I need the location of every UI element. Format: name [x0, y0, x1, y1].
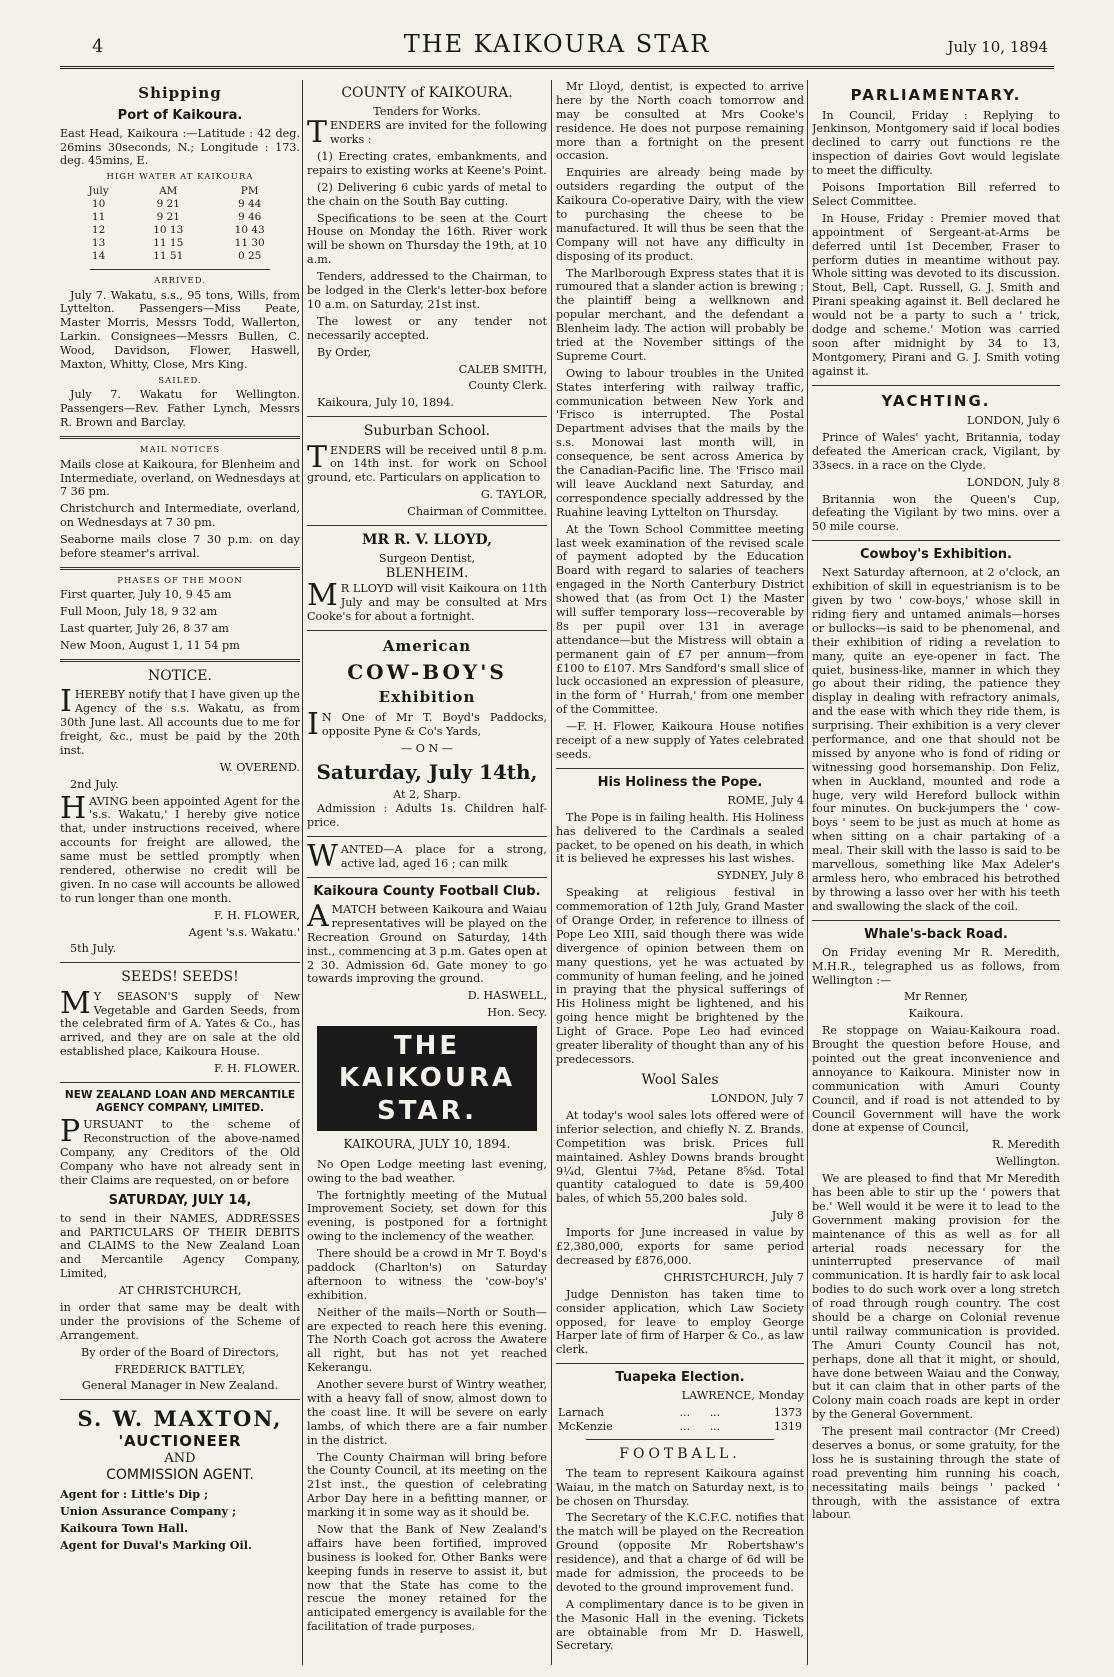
maxton-line: COMMISSION AGENT.	[106, 1467, 254, 1484]
wool-text: At today's wool sales lots offered were of inferior selection, and chiefly N. Z. Brands. Competition was brisk. Prices full maintained. Ashley Downs brands brought 9¼d, Glentui 7⅜d, Petane 8⅝d. Total quantity catalogued to date is 59,400 bales, of which 55,200 bales sold.	[556, 1109, 804, 1206]
section-rule	[307, 630, 547, 631]
tide-header: July	[88, 184, 109, 197]
wool-dateline: CHRISTCHURCH, July 7	[663, 1270, 804, 1284]
news-paragraph: The fortnightly meeting of the Mutual Improvement Society, set down for this evening, is postponed for a fortnight owing to the inclemency of the weather.	[307, 1188, 547, 1244]
seeds-signature: F. H. FLOWER.	[213, 1062, 300, 1076]
cowboy-ad-admission: Admission : Adults 1s. Children half-price.	[307, 802, 547, 830]
candidate-name: Larnach	[558, 1406, 605, 1420]
seeds-text: MY SEASON'S supply of New Vegetable and Garden Seeds, from the celebrated firm of A. Yates & Co., has arrived, and they are on sale at the old established place, Kaikoura House.	[60, 985, 300, 1059]
wool-dateline: LONDON, July 7	[711, 1092, 804, 1106]
leader: ...	[709, 1406, 721, 1420]
yachting-heading: YACHTING.	[881, 391, 991, 410]
arrived-heading: ARRIVED.	[154, 276, 206, 286]
tide-header: PM	[240, 184, 259, 197]
nzloan-heading: NEW ZEALAND LOAN AND MERCANTILE AGENCY COMPANY, LIMITED.	[64, 1089, 296, 1115]
tide-row	[70, 250, 291, 263]
news-paragraph: There should be a crowd in Mr T. Boyd's paddock (Charlton's) on Saturday afternoon to witness the 'cow-boy's' exhibition.	[307, 1247, 547, 1302]
news-paragraph: Mr Lloyd, dentist, is expected to arrive here by the North coach tomorrow and may be consulted at Mrs Cooke's residence. He does not purpose remaining more than a fortnight on the present occasion.	[556, 80, 804, 163]
county-subheading: Tenders for Works.	[373, 105, 481, 119]
maxton-item: Agent for Duval's Marking Oil.	[60, 1538, 252, 1553]
maxton-name: S. W. MAXTON,	[77, 1406, 283, 1432]
notice-date: 2nd July.	[70, 777, 119, 791]
section-rule	[812, 540, 1060, 541]
nzloan-place: AT CHRISTCHURCH,	[118, 1284, 242, 1298]
football-heading: FOOTBALL.	[619, 1446, 741, 1463]
page-number: 4	[92, 36, 104, 57]
section-rule	[307, 877, 547, 878]
whale-signature: R. Meredith	[991, 1138, 1060, 1152]
pope-text: Speaking at religious festival in commemoration of 12th July, Grand Master of Orange Order, in reference to illness of Pope Leo XIII, said though there was wide divergence of opinion between them on many questions, yet he was actuated by community of human feeling, and he joined in praying that the physical sufferings of His Holiness might be lightened, and his going hence might be brightened by the Light of Grace. Pope Leo had evinced greater liberality of thought than any of his predecessors.	[556, 886, 804, 1066]
county-heading: COUNTY of KAIKOURA.	[341, 85, 513, 101]
tide-header: AM	[159, 184, 178, 197]
masthead-rule	[60, 66, 1054, 69]
section-rule	[812, 920, 1060, 921]
lloyd-text: MR LLOYD will visit Kaikoura on 11th July and may be consulted at Mrs Cooke's for about a fortnight.	[307, 578, 547, 624]
tuapeka-heading: Tuapeka Election.	[615, 1370, 745, 1386]
column-3	[556, 80, 804, 1665]
news-paragraph: Owing to labour troubles in the United States interfering with railway traffic, communication between New York and 'Frisco is interrupted. The Postal Department advises that the mails by the s.s. Monowai last month will, in consequence, be sent across America by the Canadian-Pacific line. The 'Frisco mail will leave Auckland next Saturday, and correspondence specially addressed by the Ruahine leaving Lyttelton on Thursday.	[556, 366, 804, 519]
tide-cell: 10 43	[234, 223, 265, 236]
tide-cell: 10 13	[153, 223, 184, 236]
notice-text: IHEREBY notify that I have given up the Agency of the s.s. Wakatu, as from 30th June last. All accounts due to me for freight, &c., must be paid by the 20th inst.	[60, 684, 300, 757]
school-role: Chairman of Committee.	[407, 505, 547, 519]
county-item: (1) Erecting crates, embankments, and repairs to existing works at Keene's Point.	[307, 150, 547, 177]
cowboy-ad-on: — O N —	[400, 741, 453, 755]
section-rule	[60, 659, 300, 662]
section-rule	[60, 1082, 300, 1083]
port-heading: Port of Kaikoura.	[117, 107, 243, 123]
maxton-line: AND	[164, 1450, 196, 1466]
pope-dateline: ROME, July 4	[727, 793, 804, 807]
candidate-votes: 1373	[774, 1406, 802, 1420]
column-2	[307, 80, 547, 1665]
column-4	[812, 80, 1060, 1665]
tide-cell: 9 21	[156, 210, 180, 223]
notice-signature-role: Agent 's.s. Wakatu.'	[188, 925, 300, 939]
yachting-text: Britannia won the Queen's Cup, defeating the Vigilant by two mins. over a 50 mile course.	[812, 492, 1060, 534]
issue-date: July 10, 1894	[947, 38, 1048, 56]
wanted-text: WANTED—A place for a strong, active lad, aged 16 ; can milk	[307, 839, 547, 875]
mail-heading: MAIL NOTICES	[139, 445, 221, 456]
parliamentary-text: Poisons Importation Bill referred to Select Committee.	[812, 181, 1060, 208]
county-date: Kaikoura, July 10, 1894.	[317, 396, 454, 410]
county-item: (2) Delivering 6 cubic yards of metal to the chain on the South Bay cutting.	[307, 180, 547, 208]
wool-heading: Wool Sales	[641, 1071, 719, 1088]
pope-text: The Pope is in failing health. His Holiness has delivered to the Cardinals a sealed packet, to be opened on his death, in which it is believed he expresses his last wishes.	[556, 810, 804, 866]
maxton-line: 'AUCTIONEER	[118, 1432, 242, 1451]
whale-text: The present mail contractor (Mr Creed) deserves a bonus, or some gratuity, for the loss he is sustaining through the state of road preventing him running his coach, necessitating mails beings ' packed ' through, with the assistance of extra labour.	[812, 1425, 1060, 1522]
arrived-text: July 7. Wakatu, s.s., 95 tons, Wills, from Lyttelton. Passengers—Miss Peate, Master Morris, Messrs Todd, Wallerton, Larkin. Consignees—Messrs Bullen, C. Wood, Davidson, Flower, Haswell, Maxton, Whitty, Close, Mrs King.	[60, 288, 300, 371]
whale-recipient: Mr Renner,	[903, 990, 969, 1004]
county-text: Tenders, addressed to the Chairman, to be lodged in the Clerk's letter-box before 10 a.m. on Saturday, 21st inst.	[307, 270, 547, 311]
news-paragraph: The Marlborough Express states that it is rumoured that a slander action is brewing ; the plaintiff being a wellknown and popular merchant, and the defendant a Blenheim lady. The action will probably be tried at the November sittings of the Supreme Court.	[556, 266, 804, 363]
section-rule	[60, 1399, 300, 1400]
section-rule	[60, 962, 300, 963]
tide-row	[70, 198, 291, 211]
nzloan-text: PURSUANT to the scheme of Reconstruction of the above-named Company, any Creditors of the Old Company who have not already sent in their Claims are requested, on or before	[60, 1114, 300, 1187]
wool-text: Imports for June increased in value by £2,380,000, exports for same period decreased by £876,000.	[556, 1226, 804, 1267]
sailed-text: July 7. Wakatu for Wellington. Passengers—Rev. Father Lynch, Messrs R. Brown and Barclay.	[60, 388, 300, 430]
pope-dateline: SYDNEY, July 8	[716, 869, 804, 883]
tide-cell: 11 15	[153, 236, 184, 249]
cowboy-ad-line: American	[382, 637, 472, 656]
notice-signature: F. H. FLOWER,	[213, 908, 300, 922]
news-paragraph: The County Chairman will bring before the County Council, at its meeting on the 21st inst., the question of celebrating Arbor Day here in a befitting manner, or marking it in some way as it should be.	[307, 1450, 547, 1520]
mail-item: Seaborne mails close 7 30 p.m. on day before steamer's arrival.	[60, 533, 300, 560]
tide-cell: 11 51	[153, 249, 184, 262]
notice-heading: NOTICE.	[148, 667, 212, 684]
county-signature: CALEB SMITH,	[458, 362, 547, 376]
leader: ...	[679, 1419, 691, 1433]
news-paragraph: Enquiries are already being made by outsiders regarding the output of the Kaikoura Co-operative Dairy, with the view to purchasing the cheese to be manufactured. It will thus be seen that the Company will not have any difficulty in disposing of its product.	[556, 166, 804, 263]
maxton-item: Union Assurance Company ;	[60, 1504, 237, 1519]
football-club-role: Hon. Secy.	[487, 1006, 547, 1020]
moon-heading: PHASES OF THE MOON	[117, 575, 243, 586]
lloyd-heading: MR R. V. LLOYD,	[362, 531, 492, 548]
tide-cell: 14	[91, 249, 106, 262]
pope-heading: His Holiness the Pope.	[597, 774, 763, 790]
editorial-banner: THE KAIKOURA STAR.	[317, 1026, 537, 1131]
nzloan-date: SATURDAY, JULY 14,	[108, 1192, 252, 1208]
nzloan-text: in order that same may be dealt with under the provisions of the Scheme of Arrangement.	[60, 1300, 300, 1342]
tide-cell: 11 30	[234, 236, 265, 249]
divider	[586, 1439, 774, 1440]
cowboy-ad-date: Saturday, July 14th,	[316, 759, 538, 784]
leader: ...	[679, 1406, 691, 1420]
football-text: The team to represent Kaikoura against Waiau, in the match on Saturday next, is to be chosen on Thursday.	[556, 1466, 804, 1508]
section-rule	[556, 1363, 804, 1364]
maxton-item: Kaikoura Town Hall.	[60, 1521, 188, 1536]
leader: ...	[709, 1419, 721, 1433]
election-row	[556, 1406, 804, 1420]
column-rule	[807, 80, 808, 1665]
tide-cell: 12	[91, 223, 106, 236]
section-rule	[556, 768, 804, 769]
whale-text: We are pleased to find that Mr Meredith has been able to stir up the ' powers that be.' Well would it be were it to lead to the Government making provision for the maintenance of this as well as for all arterial roads necessary for the uninterrupted preservance of mail communication. It is hardly fair to ask local bodies to do such work over a long stretch of road through rough country. The cost should be a charge on Colonial revenue until railway communication is provided. The Amuri County Council has not, perhaps, done all that it might, or should, have done between Waiau and the Conway, but it can claim that in other parts of the Colony main coach roads are kept in order by the General Government.	[812, 1172, 1060, 1422]
cowboy-ad-time: At 2, Sharp.	[393, 788, 461, 802]
football-club-heading: Kaikoura County Football Club.	[313, 883, 541, 899]
mail-item: Mails close at Kaikoura, for Blenheim and Intermediate, overland, on Wednesdays at 7 36 pm.	[60, 457, 300, 499]
tide-cell: 0 25	[237, 249, 262, 262]
yachting-dateline: LONDON, July 8	[967, 475, 1060, 489]
tide-row	[70, 237, 291, 250]
candidate-name: McKenzie	[558, 1419, 613, 1433]
notice-date: 5th July.	[70, 942, 117, 956]
whale-recipient: Kaikoura.	[908, 1007, 964, 1021]
tide-row	[70, 211, 291, 224]
parliamentary-text: In House, Friday : Premier moved that appointment of Sergeant-at-Arms be deferred until 1st December, Fraser to perform duties in meantime without pay. Whole sitting was devoted to its discussion. Stout, Bell, Capt. Russell, G. J. Smith and Pirani speaking against it. Bell declared he would not be a party to such a ' trick, dodge and scheme.' Motion was carried soon after midnight by 34 to 13, Montgomery, Pirani and G. J. Smith voting against it.	[812, 211, 1060, 378]
news-paragraph: —F. H. Flower, Kaikoura House notifies receipt of a new supply of Yates celebrated seeds.	[556, 720, 804, 761]
notice-text: HAVING been appointed Agent for the 's.s. Wakatu,' I hereby give notice that, under instructions received, where accounts for freight are allowed, the same must be settled promptly when rendered, otherwise no credit will be given. In no case will accounts be allowed to run longer than one month.	[60, 790, 300, 905]
wool-text: Judge Denniston has taken time to consider application, which Law Society opposed, for leave to employ George Harper late of firm of Harper & Co., as law clerk.	[556, 1287, 804, 1357]
maxton-item: Agent for : Little's Dip ;	[60, 1487, 209, 1502]
section-rule	[307, 416, 547, 417]
moon-item: Last quarter, July 26, 8 37 am	[60, 622, 229, 636]
notice-signature: W. OVEREND.	[219, 760, 300, 774]
county-text: TENDERS are invited for the following works :	[307, 115, 547, 151]
seeds-heading: SEEDS! SEEDS!	[121, 969, 239, 986]
whale-text: Re stoppage on Waiau-Kaikoura road. Brought the question before House, and pointed out the great inconvenience and annoyance to Kaikoura. Minister now in communication with Amuri County Council, and if road is not attended to by Council Government will have the work done at expense of Council,	[812, 1024, 1060, 1135]
section-rule	[307, 836, 547, 837]
nzloan-role: General Manager in New Zealand.	[81, 1379, 279, 1393]
lloyd-subheading: Surgeon Dentist,	[378, 552, 476, 566]
tide-table	[70, 185, 291, 263]
county-text: Specifications to be seen at the Court House on Monday the 16th. River work will be shown on Thursday the 19th, at 10 a.m.	[307, 211, 547, 267]
shipping-heading: Shipping	[138, 84, 222, 102]
county-by: By Order,	[317, 345, 372, 359]
yachting-text: Prince of Wales' yacht, Britannia, today defeated the American crack, Vigilant, by 33secs. in a race on the Clyde.	[812, 431, 1060, 472]
cowboy-ad-line: Exhibition	[378, 688, 476, 707]
tide-cell: 9 46	[237, 210, 262, 223]
column-1	[60, 80, 300, 1665]
section-rule	[60, 436, 300, 439]
candidate-votes: 1319	[774, 1419, 802, 1433]
school-heading: Suburban School.	[363, 423, 491, 440]
cowboy-ad-line: COW-BOY'S	[347, 659, 507, 684]
news-paragraph: Neither of the mails—North or South—are expected to reach here this evening. The North Coach got across the Awatere all right, but has not yet reached Kekerangu.	[307, 1305, 547, 1375]
school-text: TENDERS will be received until 8 p.m. on 14th inst. for work on School ground, etc. Particulars on application to	[307, 439, 547, 485]
tide-heading: HIGH WATER AT KAIKOURA	[106, 172, 254, 183]
cowboy-ad-text: IN One of Mr T. Boyd's Paddocks, opposite Pyne & Co's Yards,	[307, 707, 547, 742]
divider	[90, 269, 270, 270]
section-rule	[60, 567, 300, 570]
column-rule	[551, 80, 552, 1665]
moon-item: New Moon, August 1, 11 54 pm	[60, 639, 240, 653]
section-rule	[812, 385, 1060, 386]
whale-signature-place: Wellington.	[995, 1155, 1060, 1169]
cowboy-text: Next Saturday afternoon, at 2 o'clock, an exhibition of skill in equestrianism is to be given by two ' cow-boys,' whose skill in riding fiery and untamed animals—horses or bullocks—is said to be phenomenal, and their exhibition of riding a revelation to many, quite an eye-opener in fact. The quiet, business-like, manner in which they go about their riding, the patience they display in dealing with refractory animals, and the ease with which they ride them, is surprising. Their exhibition is a very clever performance, and one that should not be missed by anyone who is fond of riding or witnessing good horsemanship. Don Feliz, when in Auckland, mounted and rode a huge, very wild Hereford bullock within four minutes. On buck-jumpers the ' cow-boys ' seem to be just as much at home as when sitting on a chair partaking of a meal. Their skill with the lasso is said to be marvellous, something like Max Adeler's armless hero, who embraced his betrothed by throwing a lasso over her with his teeth and swallowing the slack of the coil.	[812, 566, 1060, 913]
election-row	[556, 1420, 804, 1434]
whale-text: On Friday evening Mr R. Meredith, M.H.R., telegraphed us as follows, from Wellington :—	[812, 945, 1060, 987]
football-club-signature: D. HASWELL,	[467, 989, 547, 1003]
column-rule	[302, 80, 303, 1665]
nzloan-text: to send in their NAMES, ADDRESSES and PARTICULARS OF THEIR DEBITS and CLAIMS to the New Zealand Loan and Mercantile Agency Company, Limited,	[60, 1211, 300, 1281]
parliamentary-text: In Council, Friday : Replying to Jenkinson, Montgomery said if local bodies declined to carry out functions re the inspection of dairies Govt would legislate to meet the difficulty.	[812, 108, 1060, 178]
county-text: The lowest or any tender not necessarily accepted.	[307, 314, 547, 342]
sailed-heading: SAILED.	[158, 375, 202, 386]
football-club-text: AMATCH between Kaikoura and Waiau representatives will be played on the Recreation Ground on Saturday, 14th inst., commencing at 3 p.m. Gates open at 2 30. Admission 6d. Gate money to go towards improving the ground.	[307, 899, 547, 986]
election-results-table	[556, 1406, 804, 1433]
tide-cell: 9 44	[237, 197, 262, 210]
wool-dateline: July 8	[771, 1209, 804, 1223]
tuapeka-dateline: LAWRENCE, Monday	[681, 1389, 804, 1403]
nzloan-by: By order of the Board of Directors,	[81, 1345, 279, 1359]
editorial-dateline: KAIKOURA, JULY 10, 1894.	[343, 1136, 511, 1151]
news-paragraph: Now that the Bank of New Zealand's affairs have been fortified, improved business is looked for. Other Banks were keeping funds in reserve to assist it, but now that the State has come to the rescue the money retained for the anticipated emergency is available for the facilitation of trade purposes.	[307, 1523, 547, 1634]
football-text: The Secretary of the K.C.F.C. notifies that the match will be played on the Recreation Ground (opposite Mr Robertshaw's residence), and that a charge of 6d will be made for admission, the proceeds to be devoted to the ground improvement fund.	[556, 1511, 804, 1594]
football-text: A complimentary dance is to be given in the Masonic Hall in the evening. Tickets are obtainable from Mr D. Haswell, Secretary.	[556, 1597, 804, 1653]
news-paragraph: At the Town School Committee meeting last week examination of the revised scale of payment adopted by the Education Board with regard to salaries of teachers engaged in the North Canterbury District showed that (as from Oct 1) the Master will suffer temporary loss—recoverable by 8s per pupil over 131 in average attendance—but the Mistress will obtain a permanent gain of £7 per annum—from £100 to £107. Mrs Sandford's small slice of luck occasioned an expression of pleasure, in the form of ' Hurrah,' from one member of the Committee.	[556, 522, 804, 717]
tide-cell: 11	[91, 210, 106, 223]
nzloan-name: FREDERICK BATTLEY,	[114, 1362, 246, 1376]
port-location: East Head, Kaikoura :—Latitude : 42 deg. 26mins 30seconds, N.; Longitude : 173. deg. 45mins, E.	[60, 126, 300, 168]
news-paragraph: Another severe burst of Wintry weather, with a heavy fall of snow, almost down to the coast line. It will be severe on early lambs, of which there are a fair number in the district.	[307, 1378, 547, 1447]
school-signature: G. TAYLOR,	[480, 488, 547, 502]
parliamentary-heading: PARLIAMENTARY.	[850, 86, 1022, 104]
yachting-dateline: LONDON, July 6	[967, 414, 1060, 428]
moon-item: Full Moon, July 18, 9 32 am	[60, 605, 218, 619]
lloyd-town: BLENHEIM.	[385, 566, 469, 582]
newspaper-title: THE KAIKOURA STAR	[403, 30, 711, 58]
whale-heading: Whale's-back Road.	[864, 926, 1008, 942]
section-rule	[307, 525, 547, 526]
tide-header-row	[70, 185, 291, 198]
masthead	[0, 0, 1114, 72]
tide-cell: 10	[91, 197, 106, 210]
tide-cell: 9 21	[156, 197, 180, 210]
news-paragraph: No Open Lodge meeting last evening, owing to the bad weather.	[307, 1157, 547, 1185]
moon-item: First quarter, July 10, 9 45 am	[60, 588, 232, 602]
mail-item: Christchurch and Intermediate, overland, on Wednesdays at 7 30 pm.	[60, 502, 300, 530]
tide-row	[70, 224, 291, 237]
cowboy-heading: Cowboy's Exhibition.	[860, 547, 1012, 563]
tide-cell: 13	[91, 236, 106, 249]
county-role: County Clerk.	[468, 379, 547, 393]
